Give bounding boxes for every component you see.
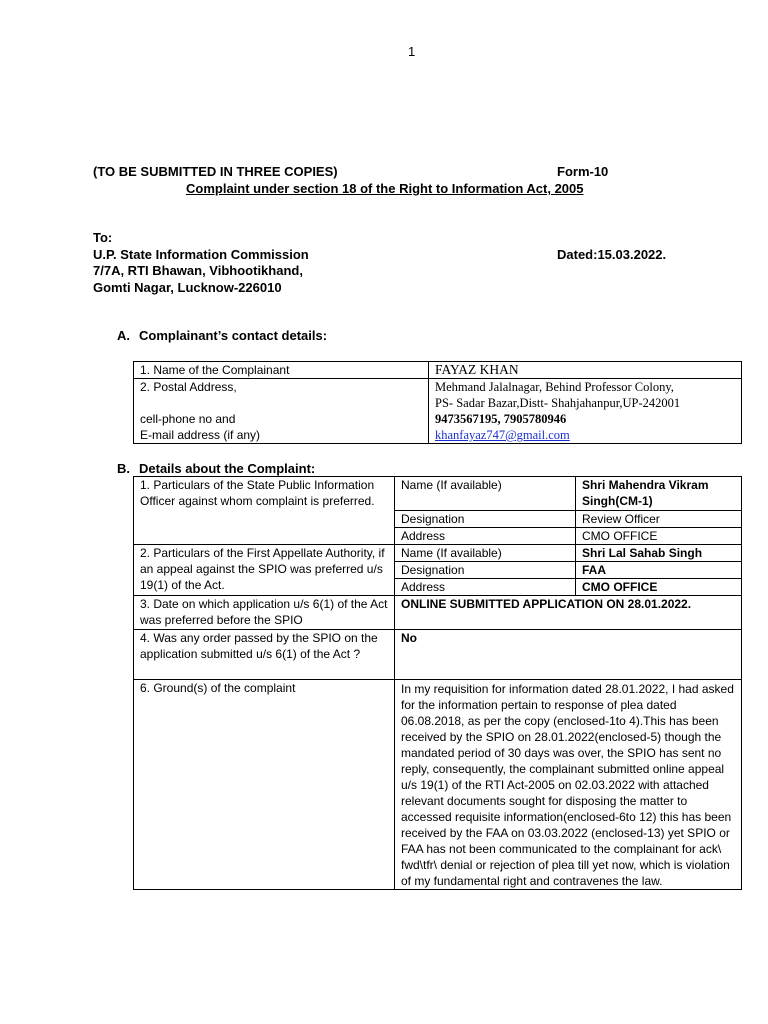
dated: Dated:15.03.2022.: [557, 247, 667, 262]
page-number: 1: [408, 44, 416, 59]
table-row: [134, 630, 742, 680]
section-a-heading: Complainant’s contact details:: [139, 328, 328, 343]
spio-label: 1. Particulars of the State Public Information Officer against whom complaint is preferred.: [134, 477, 395, 545]
spio-address-value: CMO OFFICE: [576, 528, 742, 545]
spio-address-label: Address: [395, 528, 576, 545]
faa-address-value: CMO OFFICE: [576, 579, 742, 596]
table-row: [134, 362, 742, 379]
q6-answer: In my requisition for information dated 28.01.2022, I had asked for the information pertain to response of plea dated 06.08.2018, as per the copy (enclosed-1to 4).This has been received by the SPIO on 28.01.2022(enclosed-5) though the mandated period of 30 days was over, the SPIO has sent no reply, consequently, the complainant submitted online appeal u/s 19(1) of the RTI Act-2005 on 02.03.2022 with attached relevant documents sought for disposing the matter to accessed requisite information(enclosed-6to 12) this has been received by the FAA on 03.03.2022 (enclosed-13) yet SPIO or FAA has not been communicated to the complainant for ack\ fwd\tfr\ denial or rejection of plea till yet now, which is violation of my fundamental right and contravenes the law.: [395, 680, 742, 890]
copies-note: (TO BE SUBMITTED IN THREE COPIES): [93, 164, 338, 179]
table-row: [134, 680, 742, 890]
spio-designation-value: Review Officer: [576, 511, 742, 528]
addressee-line-3: Gomti Nagar, Lucknow-226010: [93, 280, 282, 295]
q4-answer: No: [395, 630, 742, 680]
faa-label: 2. Particulars of the First Appellate Authority, if an appeal against the SPIO was preferred u/s 19(1) of the Act.: [134, 545, 395, 596]
email-link[interactable]: khanfayaz747@gmail.com: [435, 428, 570, 442]
faa-designation-label: Designation: [395, 562, 576, 579]
table-row: [134, 596, 742, 630]
q6-label: 6. Ground(s) of the complaint: [134, 680, 395, 890]
q3-answer: ONLINE SUBMITTED APPLICATION ON 28.01.2022.: [395, 596, 742, 630]
section-b-letter: B.: [117, 461, 130, 476]
complainant-name-value: FAYAZ KHAN: [429, 362, 742, 379]
form-title: Complaint under section 18 of the Right to Information Act, 2005: [186, 181, 584, 196]
table-row: [134, 545, 742, 562]
faa-name-label: Name (If available): [395, 545, 576, 562]
complaint-details-table: [133, 476, 742, 890]
addressee-line-2: 7/7A, RTI Bhawan, Vibhootikhand,: [93, 263, 303, 278]
section-a-letter: A.: [117, 328, 130, 343]
postal-address-value: Mehmand Jalalnagar, Behind Professor Colony, PS- Sadar Bazar,Distt- Shahjahanpur,UP-242001: [435, 380, 681, 410]
table-row: [134, 379, 742, 444]
section-b-heading: Details about the Complaint:: [139, 461, 316, 476]
spio-name-value: Shri Mahendra Vikram Singh(CM-1): [576, 477, 742, 511]
q4-label: 4. Was any order passed by the SPIO on the application submitted u/s 6(1) of the Act ?: [134, 630, 395, 680]
postal-address-label: 2. Postal Address, cell-phone no and E-mail address (if any): [134, 379, 429, 444]
q3-label: 3. Date on which application u/s 6(1) of the Act was preferred before the SPIO: [134, 596, 395, 630]
spio-name-label: Name (If available): [395, 477, 576, 511]
complainant-table: [133, 361, 742, 444]
form-number: Form-10: [557, 164, 609, 179]
to-label: To:: [93, 230, 113, 245]
complainant-name-label: 1. Name of the Complainant: [134, 362, 429, 379]
faa-name-value: Shri Lal Sahab Singh: [576, 545, 742, 562]
faa-address-label: Address: [395, 579, 576, 596]
addressee-line-1: U.P. State Information Commission: [93, 247, 309, 262]
faa-designation-value: FAA: [576, 562, 742, 579]
table-row: [134, 477, 742, 511]
phone-numbers: 9473567195, 7905780946: [435, 412, 567, 426]
spio-designation-label: Designation: [395, 511, 576, 528]
